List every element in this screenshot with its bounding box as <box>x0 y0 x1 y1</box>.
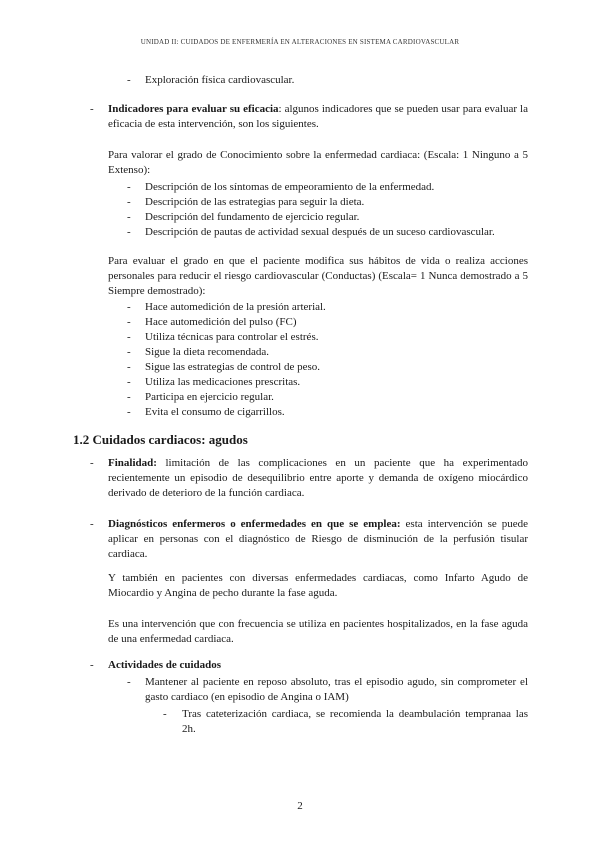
list-item: Hace automedición de la presión arterial. <box>145 301 326 313</box>
list-item: Utiliza las medicaciones prescritas. <box>145 376 301 388</box>
finalidad-paragraph <box>108 456 528 501</box>
bullet-dash: - <box>90 659 94 671</box>
diagnosticos-paragraph <box>108 517 528 562</box>
bullet-dash: - <box>127 196 131 208</box>
bullet-dash: - <box>127 406 131 418</box>
list-item: Evita el consumo de cigarrillos. <box>145 406 285 418</box>
bullet-dash: - <box>163 708 167 720</box>
bullet-dash: - <box>127 346 131 358</box>
finalidad-text: limitación de las complicaciones en un paciente que ha experimentado recientemente un episodio de desequilibrio entre aporte y demanda de oxígeno miocárdico derivado de deterioro de la función cardiaca. <box>108 457 528 499</box>
list-item: Utiliza técnicas para controlar el estrés. <box>145 331 319 343</box>
actividades-subitem: Tras cateterización cardiaca, se recomienda la deambulación tempranaa las 2h. <box>182 708 528 735</box>
bullet-dash: - <box>127 316 131 328</box>
bullet-dash: - <box>127 391 131 403</box>
section-heading: 1.2 Cuidados cardiacos: agudos <box>73 432 248 447</box>
diagnosticos-text: esta intervención se puede aplicar en personas con el diagnóstico de Riesgo de disminución de la perfusión tisular cardiaca. <box>108 518 528 560</box>
bullet-dash: - <box>90 103 94 115</box>
running-header: UNIDAD II: CUIDADOS DE ENFERMERÍA EN ALTERACIONES EN SISTEMA CARDIOVASCULAR <box>140 38 460 46</box>
bullet-dash: - <box>90 457 94 469</box>
list-item: Hace automedición del pulso (FC) <box>145 316 297 328</box>
bullet-dash: - <box>127 181 131 193</box>
list-item: Descripción del fundamento de ejercicio regular. <box>145 211 360 223</box>
list-item: Descripción de los síntomas de empeoramiento de la enfermedad. <box>145 181 435 193</box>
indicadores-paragraph <box>108 102 528 132</box>
list-item: Participa en ejercicio regular. <box>145 391 274 403</box>
page-number: 2 <box>297 800 303 812</box>
bullet-dash: - <box>127 301 131 313</box>
bullet-dash: - <box>127 74 131 86</box>
bullet-dash: - <box>127 331 131 343</box>
finalidad-label: Finalidad: <box>108 457 157 469</box>
bullet-dash: - <box>127 226 131 238</box>
list-item: Exploración física cardiovascular. <box>145 74 295 86</box>
diagnosticos-paragraph-3: Es una intervención que con frecuencia se utiliza en pacientes hospitalizados, en la fase aguda de una enfermedad cardiaca. <box>108 618 528 645</box>
list-item: Descripción de las estrategias para seguir la dieta. <box>145 196 365 208</box>
bullet-dash: - <box>127 361 131 373</box>
indicadores-label: Indicadores para evaluar su eficacia <box>108 103 279 115</box>
bullet-dash: - <box>90 518 94 530</box>
list-item: Sigue la dieta recomendada. <box>145 346 270 358</box>
diagnosticos-paragraph-2: Y también en pacientes con diversas enfermedades cardiacas, como Infarto Agudo de Miocardio y Angina de pecho durante la fase aguda. <box>108 572 528 599</box>
diagnosticos-label: Diagnósticos enfermeros o enfermedades en que se emplea: <box>108 518 401 530</box>
bullet-dash: - <box>127 376 131 388</box>
conductas-intro: Para evaluar el grado en que el paciente modifica sus hábitos de vida o realiza acciones personales para reducir el riesgo cardiovascular (Conductas) (Escala= 1 Nunca demostrado a 5 Siempre demostrado): <box>108 255 528 297</box>
list-item: Descripción de pautas de actividad sexual después de un suceso cardiovascular. <box>145 226 495 238</box>
actividades-item: Mantener al paciente en reposo absoluto, tras el episodio agudo, sin comprometer el gasto cardiaco (en episodio de Angina o IAM) <box>145 676 528 703</box>
indicadores-text: : algunos indicadores que se pueden usar para evaluar la eficacia de esta intervención, son los siguientes. <box>108 103 528 130</box>
list-item: Sigue las estrategias de control de peso. <box>145 361 321 373</box>
actividades-label: Actividades de cuidados <box>108 659 222 671</box>
bullet-dash: - <box>127 211 131 223</box>
conocimiento-intro: Para valorar el grado de Conocimiento sobre la enfermedad cardiaca: (Escala: 1 Ninguno a 5 Extenso): <box>108 149 528 176</box>
bullet-dash: - <box>127 676 131 688</box>
